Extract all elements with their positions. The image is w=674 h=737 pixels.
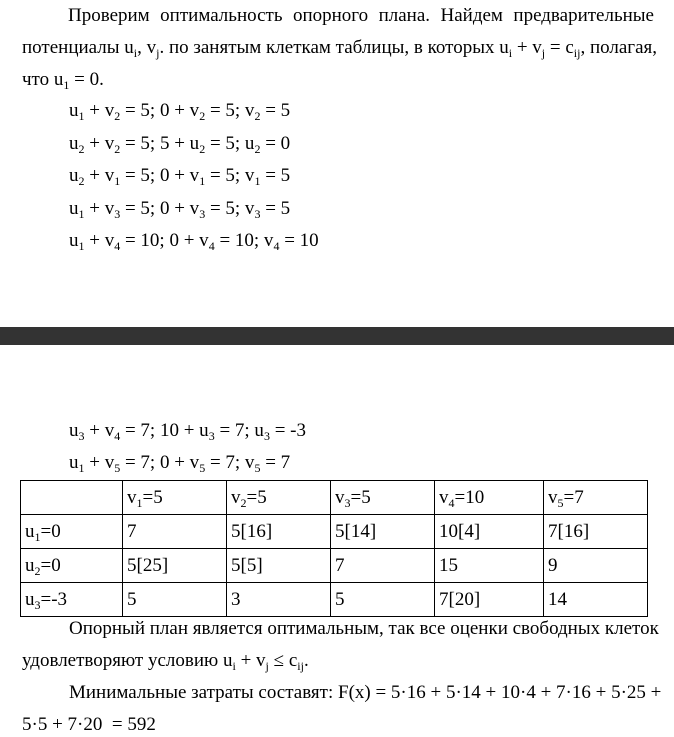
table-header-cell: $v_5=7$ bbox=[544, 481, 648, 515]
table-cell: 14 bbox=[544, 583, 648, 617]
table-cell: 5[5] bbox=[227, 549, 331, 583]
table-header-cell: $v_4=10$ bbox=[435, 481, 544, 515]
equation-line: $u_3 + v_4 = 7$; $10 + u_3 = 7$; $u_3 = -3$ bbox=[69, 420, 306, 443]
conclusion-line-2: удовлетворяют условию $u_i + v_j \le c_{ij}$. bbox=[22, 650, 309, 673]
table-cell: 5[16] bbox=[227, 515, 331, 549]
table-cell: 5 bbox=[331, 583, 435, 617]
table-cell: 15 bbox=[435, 549, 544, 583]
table-cell: 7[20] bbox=[435, 583, 544, 617]
intro-line-1: Проверим оптимальность опорного плана. Найдем предварительные bbox=[68, 5, 654, 26]
result-line-1: Минимальные затраты составят: F(x) = 5·16 + 5·14 + 10·4 + 7·16 + 5·25 + bbox=[69, 682, 662, 703]
table-row-header: $u_3=-3$ bbox=[21, 583, 123, 617]
equation-line: $u_1 + v_5 = 7$; $0 + v_5 = 7$; $v_5 = 7$ bbox=[69, 452, 291, 475]
table-header-cell bbox=[21, 481, 123, 515]
equation-line: $u_2 + v_2 = 5$; $5 + u_2 = 5$; $u_2 = 0$ bbox=[69, 133, 291, 156]
table-row bbox=[21, 515, 648, 549]
equation-line: $u_1 + v_3 = 5$; $0 + v_3 = 5$; $v_3 = 5$ bbox=[69, 198, 291, 221]
table-header-cell: $v_2=5$ bbox=[227, 481, 331, 515]
table-cell: 7 bbox=[123, 515, 227, 549]
table-cell: 3 bbox=[227, 583, 331, 617]
equation-line: $u_2 + v_1 = 5$; $0 + v_1 = 5$; $v_1 = 5$ bbox=[69, 165, 291, 188]
table-cell: 5[14] bbox=[331, 515, 435, 549]
table-cell: 5[25] bbox=[123, 549, 227, 583]
table-row-header: $u_1=0$ bbox=[21, 515, 123, 549]
table-header-cell: $v_3=5$ bbox=[331, 481, 435, 515]
potentials-table bbox=[20, 480, 648, 617]
table-header-row bbox=[21, 481, 648, 515]
table-cell: 9 bbox=[544, 549, 648, 583]
table-cell: 10[4] bbox=[435, 515, 544, 549]
intro-line-3: что $u_1 = 0$. bbox=[22, 69, 104, 92]
table-row bbox=[21, 549, 648, 583]
table-row-header: $u_2=0$ bbox=[21, 549, 123, 583]
table-header-cell: $v_1=5$ bbox=[123, 481, 227, 515]
result-line-2: 5·5 + 7·20 = 592 bbox=[22, 714, 156, 735]
equation-line: $u_1 + v_2 = 5$; $0 + v_2 = 5$; $v_2 = 5$ bbox=[69, 100, 291, 123]
intro-line-2: потенциалы $u_i$, $v_j$. по занятым клеткам таблицы, в которых $u_i + v_j = c_{ij}$, полагая, bbox=[22, 37, 658, 60]
table-cell: 7[16] bbox=[544, 515, 648, 549]
table-cell: 7 bbox=[331, 549, 435, 583]
equation-line: $u_1 + v_4 = 10$; $0 + v_4 = 10$; $v_4 = 10$ bbox=[69, 230, 319, 253]
table-row bbox=[21, 583, 648, 617]
table-cell: 5 bbox=[123, 583, 227, 617]
conclusion-line-1: Опорный план является оптимальным, так все оценки свободных клеток bbox=[69, 618, 659, 639]
page-break-divider bbox=[0, 327, 674, 345]
